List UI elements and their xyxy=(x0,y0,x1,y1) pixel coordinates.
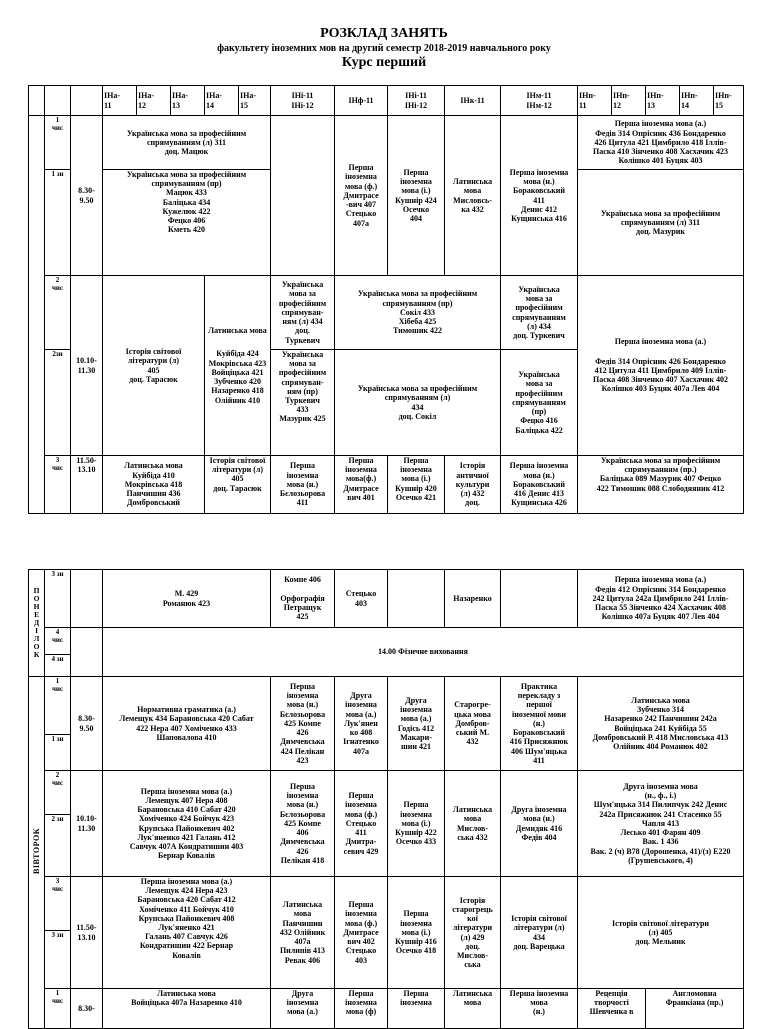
period-time xyxy=(71,628,103,677)
lesson-cell: Друга іноземна мова (н., ф., і.) Шум'яцька 314 Пилипчук 242 Денис 242а Присяжнюк 241 Стасенко 55 Чапля 413 Лесько 401 Фарян 409 Вак. 1 436 Вак. 2 (ч) В78 (Дорошенка, 41)/(з) Е220 (Грушевського, 4) xyxy=(578,771,744,877)
group-header: ІНа- 15 xyxy=(239,86,271,116)
lesson-cell: Перша іноземна мова (н.) Бєлозьорова 425 Компе 406 Димчевська 426 Пелікан 418 xyxy=(271,771,335,877)
lesson-cell: Перша іноземна мова (а.) Федів 412 Опрісник 314 Бондаренко 242 Цитула 242а Цимбрило 241 Іллів- Паска 55 Зінченко 424 Хасхачик 408 Колішко 407а Буцяк 407 Лев 404 xyxy=(578,570,744,628)
page-subtitle: факультету іноземних мов на другий семестр 2018-2019 навчального року xyxy=(217,43,551,54)
period-time: 8.30- xyxy=(71,989,103,1029)
lesson-cell: Українська мова за професійним спрямуванням (л) 434 доц. Сокіл xyxy=(335,350,501,456)
lesson-cell: Українська мова за професійним спрямуванням (л) 311 доц. Мацюк xyxy=(103,116,271,170)
pe-cell: 14.00 Фізичне виховання xyxy=(103,628,744,677)
lesson-cell: Перша іноземна мова (і.) Кушнір 422 Осечко 433 xyxy=(388,771,445,877)
lesson-cell: Перша іноземна мова (ф) xyxy=(335,989,388,1029)
lesson-cell: Стецько 403 xyxy=(335,570,388,628)
lesson-cell: Англомовна Франкіана (пр.) xyxy=(646,989,744,1029)
lesson-cell: Латинська мова Войціцька 407а Назаренко 410 xyxy=(103,989,271,1029)
period-time: 10.10- 11.30 xyxy=(71,276,103,456)
lesson-cell: Старогре- цька мова Домбров- ський М. 432 xyxy=(445,677,501,771)
lesson-cell: Українська мова за професійним спрямуван- ням (пр) Туркевич 433 Мазурик 425 xyxy=(271,350,335,456)
period-num: 1 чис xyxy=(45,116,71,170)
period-time: 8.30- 9.50 xyxy=(71,677,103,771)
period-num: 1 зн xyxy=(45,170,71,276)
lesson-cell: Історія античної культури (л) 432 доц. xyxy=(445,456,501,514)
lesson-cell: Перша іноземна мова (а.) Федів 314 Опрісник 426 Бондаренко 412 Цитула 411 Цимбрило 409 Іллів- Паска 408 Зінченко 407 Хасхачик 402 Колішко 403 Буцяк 407а Лев 404 xyxy=(578,276,744,456)
lesson-cell: Латинська мова Куйбіда 424 Мокрівська 423 Войціцька 421 Зубченко 420 Назаренко 418 Олійник 410 xyxy=(205,276,271,456)
period-num: 1 чис xyxy=(45,677,71,735)
lesson-cell: Друга іноземна мова (н.) Демидяк 416 Федів 404 xyxy=(501,771,578,877)
lesson-cell: Назаренко xyxy=(445,570,501,628)
lesson-cell: Нормативна граматика (а.) Лемещук 434 Барановська 420 Сабат 422 Нера 407 Хоміченко 433 Шаповалова 410 xyxy=(103,677,271,771)
lesson-cell xyxy=(271,116,335,276)
period-num: 4 зн xyxy=(45,655,71,677)
lesson-cell: Перша іноземна мова (ф.) Дмитрасе вич 402 Стецько 403 xyxy=(335,877,388,989)
group-header: ІНі-11 ІНі-12 xyxy=(388,86,445,116)
lesson-cell: Історія старогрець кої літератури (л) 429 доц. Мислов- ська xyxy=(445,877,501,989)
group-header: ІНп- 14 xyxy=(680,86,714,116)
lesson-cell: Перша іноземна мова (н.) Бораковський 416 Денис 413 Кущинська 426 xyxy=(501,456,578,514)
group-header: ІНп- 12 xyxy=(612,86,646,116)
schedule-table-2 xyxy=(28,569,744,1029)
page-title: РОЗКЛАД ЗАНЯТЬ xyxy=(320,26,448,41)
group-header: ІНф-11 xyxy=(335,86,388,116)
lesson-cell: Латинська мова Мисловсь- ка 432 xyxy=(445,116,501,276)
group-header: ІНп- 13 xyxy=(646,86,680,116)
lesson-cell: Латинська мова Панчишин 432 Олійник 407а Пилипів 413 Ревак 406 xyxy=(271,877,335,989)
lesson-cell: Рецепція творчості Шевченка в xyxy=(578,989,646,1029)
group-header: ІНа- 12 xyxy=(137,86,171,116)
period-num: 3 чис xyxy=(45,456,71,514)
lesson-cell: М. 429 Романюк 423 xyxy=(103,570,271,628)
period-num: 2зн xyxy=(45,350,71,456)
group-header: ІНп- 11 xyxy=(578,86,612,116)
lesson-cell: Друга іноземна мова (а.) Лук'янен ко 408 Ігнатенко 407а xyxy=(335,677,388,771)
lesson-cell: Українська мова за професійним спрямуванням (пр) Мацюк 433 Баліцька 434 Кужелюк 422 Фецко 406 Кметь 420 xyxy=(103,170,271,276)
lesson-cell: Перша іноземна мова (ф.) Стецько 411 Дмитра- севич 429 xyxy=(335,771,388,877)
group-header: ІНа- 13 xyxy=(171,86,205,116)
lesson-cell: Українська мова за професійним спрямуванням (пр) Сокіл 433 Хібеба 425 Тимошик 422 xyxy=(335,276,501,350)
group-header: ІНп- 15 xyxy=(714,86,744,116)
period-time: 8.30- 9.50 xyxy=(71,116,103,276)
lesson-cell: Історія світової літератури (л) 405 доц. Тарасюк xyxy=(205,456,271,514)
lesson-cell: Історія світової літератури (л) 405 доц. Мельник xyxy=(578,877,744,989)
header-row xyxy=(29,86,744,116)
lesson-cell: Перша іноземна мова(ф.) Дмитрасе вич 401 xyxy=(335,456,388,514)
lesson-cell: Перша іноземна мова (н.) Бєлозьорова 425 Компе 426 Димчевська 424 Пелікан 423 xyxy=(271,677,335,771)
day-label-monday: ПОНЕДІЛОК xyxy=(29,570,45,677)
period-num: 2 чис xyxy=(45,276,71,350)
period-num: 4 чис xyxy=(45,628,71,655)
period-time: 11.50- 13.10 xyxy=(71,456,103,514)
period-num: 3 чис xyxy=(45,877,71,931)
period-time xyxy=(71,570,103,628)
lesson-cell: Перша іноземна мова (і.) Кушнір 424 Осечко 404 xyxy=(388,116,445,276)
lesson-cell: Латинська мова xyxy=(445,989,501,1029)
group-header: ІНі-11 ІНі-12 xyxy=(271,86,335,116)
group-header: ІНа- 11 xyxy=(103,86,137,116)
lesson-cell: Українська мова за професійним спрямуванням (л) 311 доц. Мазурик xyxy=(578,170,744,276)
lesson-cell: Перша іноземна мова (а.) Федів 314 Опрісник 436 Бондаренко 426 Цитула 421 Цимбрило 418 Іллів- Паска 410 Зінченко 408 Хасхачик 423 Колішко 401 Буцяк 403 xyxy=(578,116,744,170)
lesson-cell xyxy=(501,570,578,628)
schedule-table-1 xyxy=(28,85,744,514)
period-num: 2 чис xyxy=(45,771,71,815)
period-time: 11.50- 13.10 xyxy=(71,877,103,989)
lesson-cell xyxy=(388,570,445,628)
lesson-cell: Перша іноземна мова (і.) Кушнір 416 Осечко 418 xyxy=(388,877,445,989)
period-num: 3 зн xyxy=(45,931,71,989)
period-num: 1 чис xyxy=(45,989,71,1029)
group-header: ІНа- 14 xyxy=(205,86,239,116)
lesson-cell: Історія світової літератури (л) 434 доц. Варецька xyxy=(501,877,578,989)
period-num: 3 зн xyxy=(45,570,71,628)
lesson-cell: Перша іноземна мова (н.) Бораковський 411 Денис 412 Кущинська 416 xyxy=(501,116,578,276)
lesson-cell: Історія світової літератури (л) 405 доц. Тарасюк xyxy=(103,276,205,456)
period-num: 2 зн xyxy=(45,815,71,877)
lesson-cell: Перша іноземна мова (н.) Бєлозьорова 411 xyxy=(271,456,335,514)
day-label-tuesday: ВІВТОРОК xyxy=(29,677,45,1029)
period-time: 10.10- 11.30 xyxy=(71,771,103,877)
lesson-cell: Українська мова за професійним спрямуванням (пр.) Баліцька 089 Мазурик 407 Фецко 422 Тимошик 088 Слободяяник 412 xyxy=(578,456,744,514)
lesson-cell: Українська мова за професійним спрямуванням (пр) Фецко 416 Баліцька 422 xyxy=(501,350,578,456)
lesson-cell: Українська мова за професійним спрямуван- ням (л) 434 доц. Туркевич xyxy=(271,276,335,350)
lesson-cell: Друга іноземна мова (а.) xyxy=(271,989,335,1029)
lesson-cell: Латинська мова Мислов- ська 432 xyxy=(445,771,501,877)
course-title: Курс перший xyxy=(341,55,427,70)
lesson-cell: Перша іноземна мова (а.) Лемещук 407 Нера 408 Барановська 410 Сабат 420 Хоміченко 424 Бойчук 423 Крупська Пайонкевич 402 Лук'яненко 421 Галань 412 Савчук 407А Кондратишин 403 Бернар Ковалів xyxy=(103,771,271,877)
lesson-cell: Перша іноземна мова (і.) Кушнір 420 Осечко 421 xyxy=(388,456,445,514)
lesson-cell: Латинська мова Куйбіда 410 Мокрівська 418 Панчишин 436 Домбровський xyxy=(103,456,205,514)
lesson-cell: Перша іноземна мова (ф.) Дмитрасе -вич 407 Стецько 407а xyxy=(335,116,388,276)
period-num: 1 зн xyxy=(45,735,71,771)
lesson-cell: Перша іноземна мова (н.) xyxy=(501,989,578,1029)
day-cell xyxy=(29,116,45,514)
lesson-cell: Друга іноземна мова (а.) Годісь 412 Макари- шин 421 xyxy=(388,677,445,771)
lesson-cell: Практика перекладу з першої іноземної мови (н.) Бораковський 416 Присяжнюк 406 Шум'яцька 411 xyxy=(501,677,578,771)
group-header: ІНм-11 ІНм-12 xyxy=(501,86,578,116)
lesson-cell: Перша іноземна мова (а.) Лемещук 424 Нера 423 Барановська 420 Сабат 412 Хоміченко 411 Бойчук 410 Крупська Пайонкевич 408 Лук'яненко 421 Галань 407 Савчук 426 Кондратишин 422 Бернар Ковалів xyxy=(103,877,271,989)
lesson-cell: Компе 406 Орфографія Петращук 425 xyxy=(271,570,335,628)
group-header: ІНк-11 xyxy=(445,86,501,116)
lesson-cell: Латинська мова Зубченко 314 Назаренко 242 Панчишин 242а Войціцька 241 Куйбіда 55 Домбровський Р. 418 Мисловська 413 Олійник 404 Романюк 402 xyxy=(578,677,744,771)
lesson-cell: Перша іноземна xyxy=(388,989,445,1029)
lesson-cell: Українська мова за професійним спрямуванням (л) 434 доц. Туркевич xyxy=(501,276,578,350)
